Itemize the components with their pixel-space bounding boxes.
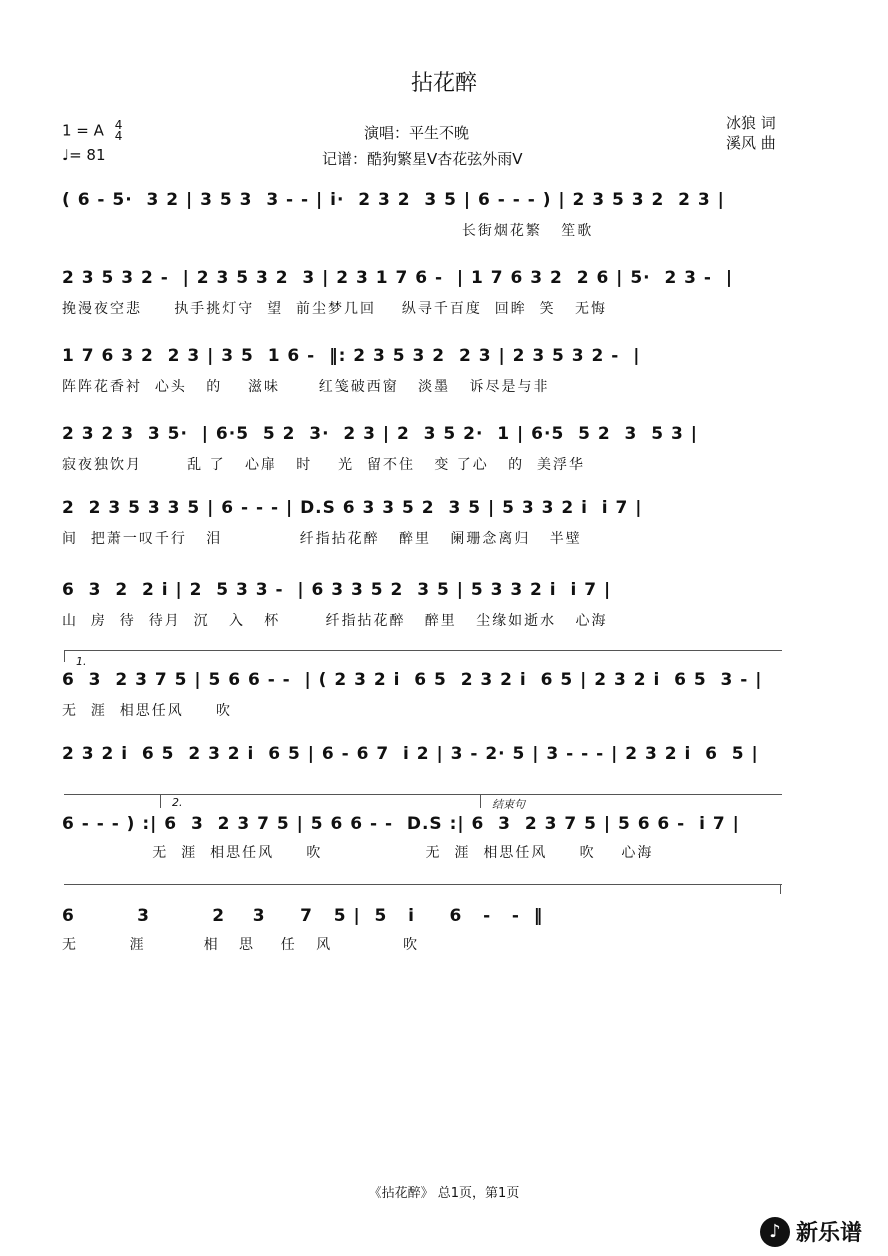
lyrics-row: 长街烟花繁 笙歌 [62, 223, 594, 239]
volta-bracket-edge [160, 794, 161, 808]
notation-row: 6 3 2 3 7 5 | 5 i 6 - - ‖ [62, 906, 544, 926]
notation-row: 6 - - - ) :| 6 3 2 3 7 5 | 5 6 6 - - D.S :| 6 3 2 3 7 5 | 5 6 6 - i 7 | [62, 814, 740, 834]
composer-credit: 溪风 曲 [726, 134, 776, 152]
lyrics-row: 挽漫夜空悲 执手挑灯守 望 前尘梦几回 纵寻千百度 回眸 笑 无悔 [62, 301, 608, 317]
lyrics-row: 阵阵花香衬 心头 的 滋味 红笺破西窗 淡墨 诉尽是与非 [62, 379, 550, 395]
volta-bracket-edge [64, 650, 65, 662]
music-disc-icon: ♪ [760, 1217, 790, 1247]
lyricist-credit: 冰狼 词 [726, 114, 776, 132]
notation-row: 6 3 2 3 7 5 | 5 6 6 - - | ( 2 3 2 i 6 5 2 3 2 i 6 5 | 2 3 2 i 6 5 3 - | [62, 670, 763, 690]
notation-row: 1 7 6 3 2 2 3 | 3 5 1 6 - ‖: 2 3 5 3 2 2 3 | 2 3 5 3 2 - | [62, 346, 641, 366]
volta-bracket [64, 650, 782, 651]
notation-row: 2 2 3 5 3 3 5 | 6 - - - | D.S 6 3 3 5 2 3 5 | 5 3 3 2 i i 7 | [62, 498, 643, 518]
tempo: ♩= 81 [62, 146, 106, 164]
singer-credit: 演唱：平生不晚 [364, 124, 470, 142]
lyrics-row: 无 涯 相思任风 吹 无 涯 相思任风 吹 心海 [62, 845, 654, 861]
ending-bracket [64, 884, 782, 885]
ending-bracket-edge [480, 794, 481, 808]
volta-1-label: 1. [76, 655, 87, 668]
ending-label: 结束句 [492, 798, 525, 811]
lyrics-row: 寂夜独饮月 乱 了 心扉 时 光 留不住 变 了心 的 美浮华 [62, 457, 586, 473]
lyrics-row: 山 房 待 待月 沉 入 杯 纤指拈花醉 醉里 尘缘如逝水 心海 [62, 613, 608, 629]
lyrics-row: 无 涯 相思任风 吹 [62, 703, 233, 719]
notation-row: 2 3 2 3 3 5· | 6·5 5 2 3· 2 3 | 2 3 5 2· 1 | 6·5 5 2 3 5 3 | [62, 424, 698, 444]
time-signature-top: 4 [114, 118, 123, 132]
logo-text: 新乐谱 [796, 1221, 863, 1246]
transcriber-credit: 记谱：酷狗繁星V杏花弦外雨V [322, 150, 523, 168]
page-footer: 《拈花醉》 总1页，第1页 [368, 1186, 520, 1201]
volta-2-label: 2. [172, 796, 183, 809]
ending-bracket-edge [780, 884, 781, 894]
notation-row: 6 3 2 2 i | 2 5 3 3 - | 6 3 3 5 2 3 5 | 5 3 3 2 i i 7 | [62, 580, 612, 600]
volta-bracket [64, 794, 782, 795]
key-text: 1 = A [62, 121, 104, 140]
song-title: 拈花醉 [410, 71, 477, 96]
key-signature [62, 120, 122, 142]
site-logo[interactable] [760, 1216, 862, 1247]
time-signature-bottom: 4 [114, 129, 123, 143]
notation-row: 2 3 2 i 6 5 2 3 2 i 6 5 | 6 - 6 7 i 2 | 3 - 2· 5 | 3 - - - | 2 3 2 i 6 5 | [62, 744, 759, 764]
notation-row: 2 3 5 3 2 - | 2 3 5 3 2 3 | 2 3 1 7 6 - | 1 7 6 3 2 2 6 | 5· 2 3 - | [62, 268, 734, 288]
lyrics-row: 间 把萧一叹千行 泪 纤指拈花醉 醉里 阑珊念离归 半壁 [62, 531, 582, 547]
notation-row: ( 6 - 5· 3 2 | 3 5 3 3 - - | i· 2 3 2 3 5 | 6 - - - ) | 2 3 5 3 2 2 3 | [62, 190, 725, 210]
lyrics-row: 无 涯 相 思 任 风 吹 [62, 937, 420, 953]
